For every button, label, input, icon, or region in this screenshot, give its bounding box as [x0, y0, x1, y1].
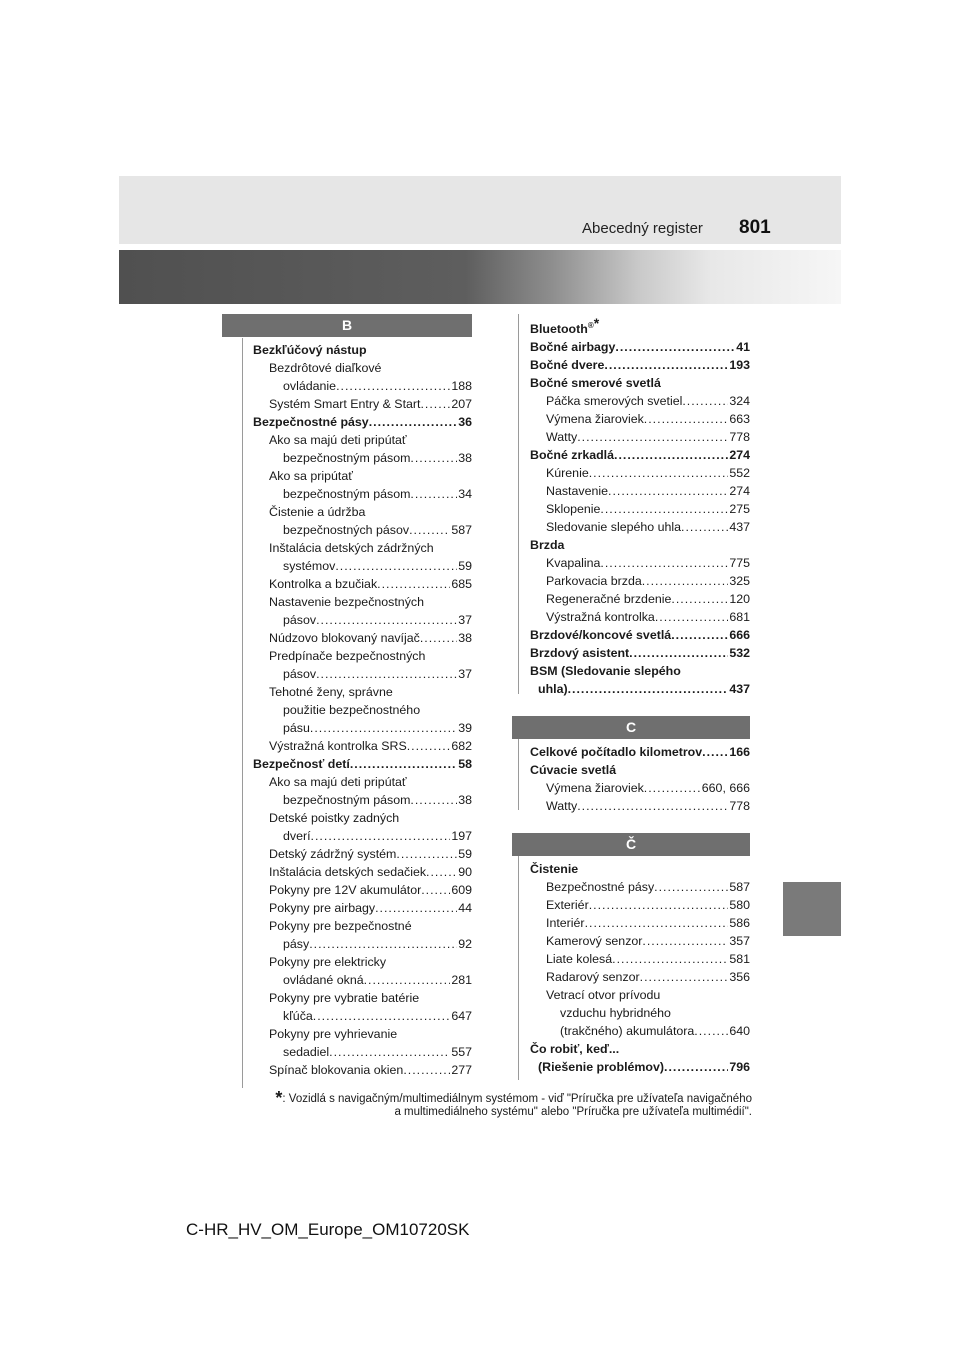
index-heading: Čo robiť, keď... — [530, 1042, 620, 1057]
index-entry — [530, 968, 750, 986]
entry-page: 44 — [458, 901, 472, 915]
index-heading: Inštalácia detských zádržných — [269, 541, 434, 555]
entry-page: 39 — [458, 721, 472, 735]
entry-page: 778 — [729, 799, 750, 814]
leader-dots — [671, 590, 728, 608]
index-heading: Vetrací otvor prívodu — [546, 988, 661, 1003]
entry-term: Liate kolesá — [546, 952, 613, 967]
header-band — [119, 176, 841, 244]
entry-page: 324 — [729, 394, 750, 409]
entry-page: 193 — [729, 358, 750, 373]
footnote-star: * — [275, 1088, 283, 1108]
index-entry — [530, 446, 750, 464]
leader-dots — [694, 1022, 728, 1040]
index-heading: BSM (Sledovanie slepého — [530, 664, 681, 679]
index-heading: Detské poistky zadných — [269, 811, 400, 825]
entry-page: 532 — [729, 646, 750, 661]
leader-dots — [589, 896, 729, 914]
entry-page: 281 — [451, 973, 472, 987]
entry-page: 207 — [451, 397, 472, 411]
index-heading: Pokyny pre vybratie batérie — [269, 991, 420, 1005]
entry-term: Kontrolka a bzučiak — [269, 577, 378, 591]
entry-page: 274 — [729, 448, 750, 463]
leader-dots — [420, 629, 457, 647]
index-heading: Bezdrôtové diaľkové — [269, 361, 382, 375]
entry-term: (trakčného) akumulátora — [560, 1024, 695, 1039]
index-heading: Bezkľúčový nástup — [253, 343, 367, 357]
entry-page: 357 — [729, 934, 750, 949]
entry-term: Exteriér — [546, 898, 589, 913]
entry-page: 552 — [729, 466, 750, 481]
entry-page: 120 — [729, 592, 750, 607]
leader-dots — [310, 719, 457, 737]
index-entries-b-cont — [512, 314, 750, 698]
index-heading: Čistenie — [530, 862, 579, 877]
leader-dots — [612, 950, 728, 968]
entry-page: 587 — [451, 523, 472, 537]
index-heading: Ako sa majú deti pripútať — [269, 433, 407, 447]
leader-dots — [403, 1061, 450, 1079]
leader-dots — [311, 827, 451, 845]
index-entry — [530, 932, 750, 950]
entry-term: Výmena žiaroviek — [546, 412, 644, 427]
leader-dots — [702, 743, 728, 761]
index-entry — [530, 518, 750, 536]
leader-dots — [364, 971, 451, 989]
entry-term: Brzdový asistent — [530, 646, 630, 661]
index-entry — [253, 1061, 472, 1079]
leader-dots — [336, 377, 450, 395]
entry-term: Kamerový senzor — [546, 934, 643, 949]
entry-page: 685 — [451, 577, 472, 591]
page-number: 801 — [739, 217, 771, 238]
index-entry — [253, 395, 472, 413]
index-heading: Predpínače bezpečnostných — [269, 649, 426, 663]
index-entry — [253, 863, 472, 881]
leader-dots — [608, 482, 728, 500]
entry-term: Núdzovo blokovaný navíjač — [269, 631, 420, 645]
section-title: Abecedný register — [582, 220, 703, 237]
index-entry — [253, 521, 472, 539]
index-heading: použitie bezpečnostného — [283, 703, 421, 717]
entry-term: Inštalácia detských sedačiek — [269, 865, 427, 879]
leader-dots — [568, 680, 729, 698]
entry-page: 437 — [729, 682, 750, 697]
entry-term: pásu — [283, 721, 310, 735]
index-entry — [530, 572, 750, 590]
footnote — [212, 1088, 752, 1119]
entry-term: Kvapalina — [546, 556, 601, 571]
entry-term: pásov — [283, 667, 317, 681]
entry-term: Bočné airbagy — [530, 340, 616, 355]
document-id: C-HR_HV_OM_Europe_OM10720SK — [186, 1220, 470, 1239]
leader-dots — [420, 395, 450, 413]
entry-term: Watty — [546, 799, 578, 814]
index-heading: Čistenie a údržba — [269, 505, 366, 519]
leader-dots — [426, 863, 457, 881]
entry-page: 660, 666 — [701, 781, 750, 796]
entry-page: 778 — [729, 430, 750, 445]
registered-mark: ® — [587, 321, 594, 330]
index-heading — [530, 314, 750, 338]
entry-term: Pokyny pre 12V akumulátor — [269, 883, 422, 897]
index-entry — [253, 611, 472, 629]
entry-page: 581 — [729, 952, 750, 967]
index-entry — [253, 845, 472, 863]
index-entry — [253, 737, 472, 755]
index-entry — [253, 557, 472, 575]
entry-page: 580 — [729, 898, 750, 913]
entry-page: 38 — [458, 451, 472, 465]
leader-dots — [600, 554, 728, 572]
index-entry — [253, 899, 472, 917]
index-entry — [253, 377, 472, 395]
header-gradient-band — [119, 250, 841, 304]
entry-term: ovládanie — [283, 379, 337, 393]
entry-term: sedadiel — [283, 1045, 330, 1059]
index-entry — [530, 626, 750, 644]
index-entries-c — [512, 743, 750, 815]
entry-page: 666 — [729, 628, 750, 643]
entry-page: 356 — [729, 970, 750, 985]
entry-term: Bezpečnostné pásy — [253, 415, 369, 429]
index-entry — [530, 896, 750, 914]
index-heading: Pokyny pre elektricky — [269, 955, 387, 969]
leader-dots — [410, 449, 457, 467]
leader-dots — [629, 644, 728, 662]
leader-dots — [335, 557, 457, 575]
entry-page: 586 — [729, 916, 750, 931]
leader-dots — [644, 779, 701, 797]
entry-term: Kúrenie — [546, 466, 589, 481]
leader-dots — [329, 1043, 450, 1061]
entry-term: Bočné zrkadlá — [530, 448, 615, 463]
index-entry — [530, 1058, 750, 1076]
entry-term: Nastavenie — [546, 484, 608, 499]
index-entry — [530, 428, 750, 446]
leader-dots — [309, 935, 457, 953]
entry-page: 37 — [458, 667, 472, 681]
letter-bar-c: C — [512, 716, 750, 739]
entry-page: 41 — [736, 340, 750, 355]
entry-page: 640 — [729, 1024, 750, 1039]
index-entry — [530, 410, 750, 428]
entry-term: Výmena žiaroviek — [546, 781, 644, 796]
entry-term: bezpečnostným pásom — [283, 451, 411, 465]
entry-page: 437 — [729, 520, 750, 535]
index-entry — [530, 1022, 750, 1040]
leader-dots — [396, 845, 457, 863]
leader-dots — [671, 626, 728, 644]
entry-term: Výstražná kontrolka SRS — [269, 739, 407, 753]
leader-dots — [604, 356, 728, 374]
entry-term: Bezpečnosť detí — [253, 757, 350, 771]
entry-term: pásy — [283, 937, 310, 951]
leader-dots — [313, 1007, 451, 1025]
entry-page: 188 — [451, 379, 472, 393]
entry-term: bezpečnostným pásom — [283, 793, 411, 807]
leader-dots — [681, 518, 728, 536]
entry-term: Celkové počítadlo kilometrov — [530, 745, 703, 760]
leader-dots — [577, 797, 728, 815]
index-column-left — [222, 314, 472, 1079]
leader-dots — [682, 392, 728, 410]
index-entry — [253, 629, 472, 647]
index-heading: Ako sa majú deti pripútať — [269, 775, 407, 789]
index-entry — [253, 575, 472, 593]
index-entry — [253, 449, 472, 467]
entry-page: 557 — [451, 1045, 472, 1059]
entry-term: systémov — [283, 559, 336, 573]
index-heading: Ako sa pripútať — [269, 469, 353, 483]
leader-dots — [410, 791, 457, 809]
index-entry — [253, 665, 472, 683]
entry-term: Systém Smart Entry & Start — [269, 397, 421, 411]
index-entry — [530, 779, 750, 797]
bluetooth-label: Bluetooth — [530, 322, 588, 337]
entry-page: 90 — [458, 865, 472, 879]
leader-dots — [421, 881, 450, 899]
index-entry — [530, 482, 750, 500]
entry-term: uhla) — [538, 682, 568, 697]
entry-term: Páčka smerových svetiel — [546, 394, 683, 409]
index-entry — [530, 500, 750, 518]
entry-term: Parkovacia brzda — [546, 574, 642, 589]
index-entry — [253, 881, 472, 899]
leader-dots — [350, 755, 457, 773]
index-entry — [253, 1007, 472, 1025]
index-heading: Cúvacie svetlá — [530, 763, 617, 778]
leader-dots — [577, 428, 728, 446]
footnote-text-1: : Vozidlá s navigačným/multimediálnym systémom - viď "Príručka pre užívateľa navigačného — [282, 1093, 752, 1105]
entry-page: 58 — [458, 757, 472, 771]
entry-term: Radarový senzor — [546, 970, 640, 985]
entry-page: 274 — [729, 484, 750, 499]
entry-page: 38 — [458, 793, 472, 807]
footnote-line-2: a multimediálneho systému" alebo "Príručka pre užívateľa multimédií". — [394, 1106, 752, 1118]
entry-page: 587 — [729, 880, 750, 895]
index-entry — [253, 827, 472, 845]
index-entry — [530, 554, 750, 572]
entry-page: 92 — [458, 937, 472, 951]
entry-term: Detský zádržný systém — [269, 847, 397, 861]
entry-term: Sledovanie slepého uhla — [546, 520, 682, 535]
leader-dots — [642, 932, 728, 950]
leader-dots — [644, 410, 729, 428]
leader-dots — [615, 338, 735, 356]
index-entry — [530, 464, 750, 482]
leader-dots — [585, 914, 729, 932]
index-entry — [530, 338, 750, 356]
entry-page: 197 — [451, 829, 472, 843]
leader-dots — [377, 575, 450, 593]
footnote-star: * — [593, 315, 600, 331]
index-entry — [253, 413, 472, 431]
entry-term: Výstražná kontrolka — [546, 610, 655, 625]
entry-page: 36 — [458, 415, 472, 429]
entry-page: 37 — [458, 613, 472, 627]
index-entry — [530, 644, 750, 662]
entry-term: Sklopenie — [546, 502, 601, 517]
entry-page: 166 — [729, 745, 750, 760]
index-heading: Nastavenie bezpečnostných — [269, 595, 424, 609]
chapter-side-tab — [783, 882, 841, 936]
index-entry — [253, 719, 472, 737]
footnote-line-1 — [212, 1088, 752, 1108]
entry-page: 34 — [458, 487, 472, 501]
index-entry — [530, 797, 750, 815]
index-entry — [530, 680, 750, 698]
index-heading: Pokyny pre vyhrievanie — [269, 1027, 398, 1041]
entry-page: 663 — [729, 412, 750, 427]
index-entries-b — [222, 341, 472, 1079]
entry-page: 775 — [729, 556, 750, 571]
index-entry — [530, 356, 750, 374]
leader-dots — [316, 665, 457, 683]
entry-page: 59 — [458, 559, 472, 573]
entry-term: pásov — [283, 613, 317, 627]
letter-bar-cz: Č — [512, 833, 750, 856]
entry-page: 59 — [458, 847, 472, 861]
index-entry — [253, 755, 472, 773]
index-entry — [530, 950, 750, 968]
index-entry — [530, 743, 750, 761]
entry-term: Bočné dvere — [530, 358, 605, 373]
leader-dots — [410, 485, 457, 503]
index-entry — [530, 608, 750, 626]
entry-term: bezpečnostným pásom — [283, 487, 411, 501]
index-entry — [530, 590, 750, 608]
entry-page: 796 — [729, 1060, 750, 1075]
entry-page: 277 — [451, 1063, 472, 1077]
entry-page: 682 — [451, 739, 472, 753]
index-entry — [530, 392, 750, 410]
index-entry — [530, 914, 750, 932]
index-heading: Bočné smerové svetlá — [530, 376, 661, 391]
index-heading: Pokyny pre bezpečnostné — [269, 919, 412, 933]
entry-term: kľúča — [283, 1009, 313, 1023]
entry-term: bezpečnostných pásov — [283, 523, 410, 537]
index-entry — [253, 1043, 472, 1061]
entry-term: Interiér — [546, 916, 585, 931]
leader-dots — [409, 521, 450, 539]
leader-dots — [664, 1058, 728, 1076]
index-heading: vzduchu hybridného — [560, 1006, 671, 1021]
entry-page: 275 — [729, 502, 750, 517]
entry-term: Spínač blokovania okien — [269, 1063, 404, 1077]
index-entry — [253, 485, 472, 503]
entry-term: Bezpečnostné pásy — [546, 880, 655, 895]
entry-page: 325 — [729, 574, 750, 589]
entry-page: 647 — [451, 1009, 472, 1023]
index-column-right — [512, 314, 750, 1076]
entry-term: Pokyny pre airbagy — [269, 901, 376, 915]
letter-bar-b: B — [222, 314, 472, 337]
index-heading: Brzda — [530, 538, 565, 553]
leader-dots — [375, 899, 457, 917]
index-entry — [253, 971, 472, 989]
leader-dots — [655, 608, 729, 626]
leader-dots — [642, 572, 729, 590]
leader-dots — [589, 464, 729, 482]
entry-term: Regeneračné brzdenie — [546, 592, 672, 607]
entry-term: ovládané okná — [283, 973, 364, 987]
leader-dots — [614, 446, 728, 464]
leader-dots — [407, 737, 451, 755]
index-entries-cz — [512, 860, 750, 1076]
index-entry — [253, 935, 472, 953]
leader-dots — [316, 611, 457, 629]
index-heading: Tehotné ženy, správne — [269, 685, 393, 699]
entry-term: Watty — [546, 430, 578, 445]
leader-dots — [640, 968, 729, 986]
entry-page: 609 — [451, 883, 472, 897]
index-entry — [253, 791, 472, 809]
entry-term: Brzdové/koncové svetlá — [530, 628, 672, 643]
leader-dots — [654, 878, 728, 896]
leader-dots — [369, 413, 458, 431]
entry-term: (Riešenie problémov) — [538, 1060, 664, 1075]
leader-dots — [600, 500, 728, 518]
entry-page: 38 — [458, 631, 472, 645]
index-entry — [530, 878, 750, 896]
entry-term: dverí — [283, 829, 311, 843]
entry-page: 681 — [729, 610, 750, 625]
